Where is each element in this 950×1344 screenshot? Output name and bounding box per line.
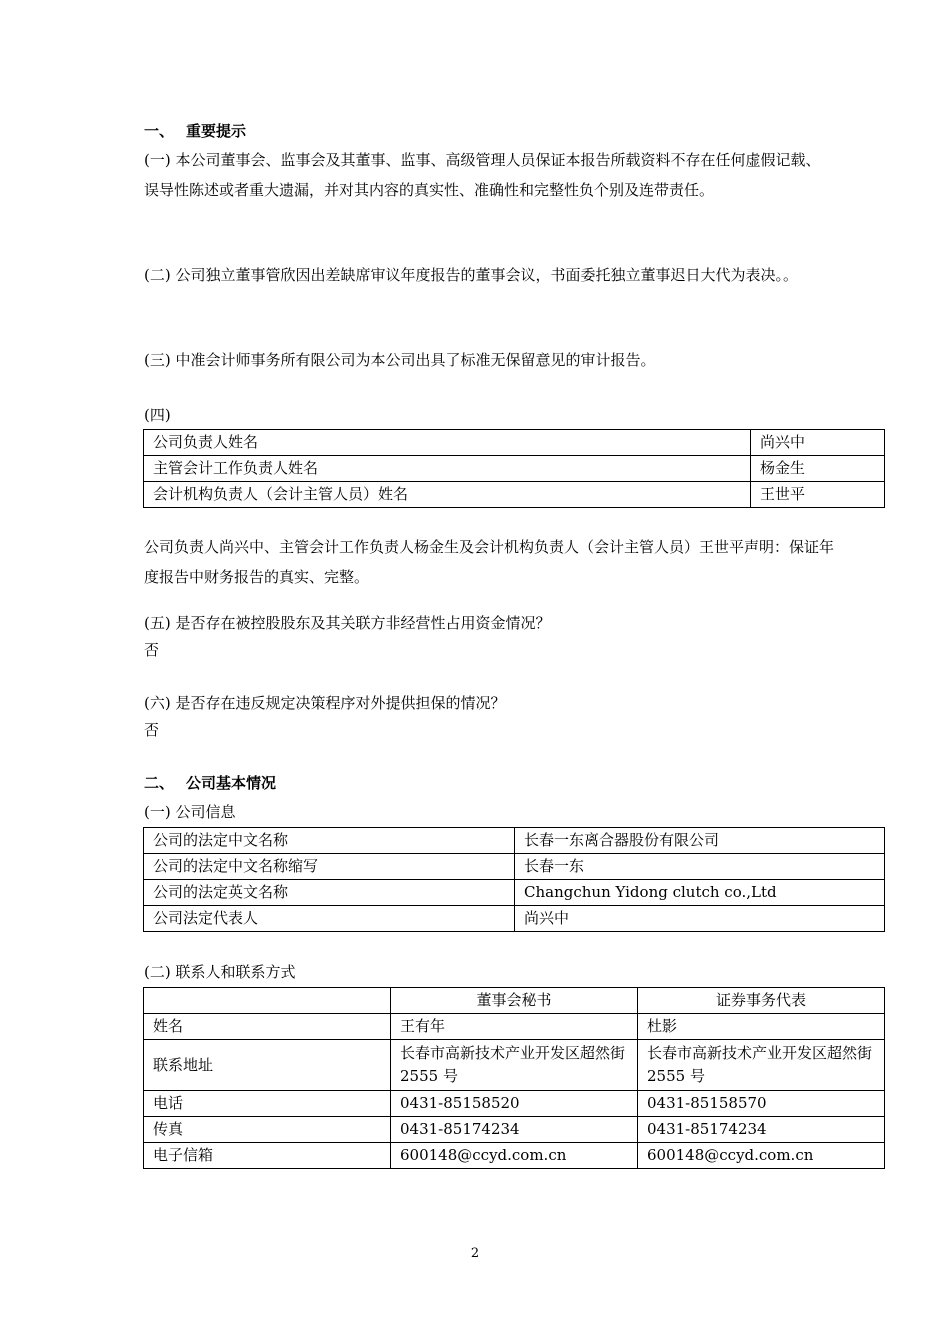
table-cell-value: 尚兴中	[515, 906, 885, 932]
table-cell-secretary: 0431-85158520	[391, 1091, 638, 1117]
table-row	[144, 828, 885, 854]
question-5: (五) 是否存在被控股股东及其关联方非经营性占用资金情况？	[144, 614, 551, 632]
table-cell-value: 尚兴中	[751, 430, 885, 456]
table-cell-label: 会计机构负责人（会计主管人员）姓名	[144, 482, 751, 508]
section2-number: 二、	[144, 774, 175, 792]
table-cell-secretary: 长春市高新技术产业开发区超然街 2555 号	[391, 1040, 638, 1091]
table-row	[144, 456, 885, 482]
table-row	[144, 1117, 885, 1143]
table-cell-value: 王世平	[751, 482, 885, 508]
table-cell-label: 公司法定代表人	[144, 906, 515, 932]
table-cell-label: 电话	[144, 1091, 391, 1117]
table-cell-value: Changchun Yidong clutch co.,Ltd	[515, 880, 885, 906]
table-cell-label: 联系地址	[144, 1040, 391, 1091]
subsection-company-info: (一) 公司信息	[144, 803, 236, 821]
page-number: 2	[470, 1246, 480, 1261]
table-cell-label: 传真	[144, 1117, 391, 1143]
question-6: (六) 是否存在违反规定决策程序对外提供担保的情况？	[144, 694, 506, 712]
table-row	[144, 482, 885, 508]
table-row	[144, 880, 885, 906]
paragraph-4-label: (四)	[144, 406, 171, 424]
table-header-row	[144, 988, 885, 1014]
table-cell-label: 电子信箱	[144, 1143, 391, 1169]
table-cell-label: 公司的法定中文名称缩写	[144, 854, 515, 880]
section1-number: 一、	[144, 122, 175, 140]
table-cell-label: 姓名	[144, 1014, 391, 1040]
table-row	[144, 1091, 885, 1117]
answer-6: 否	[144, 721, 160, 739]
section2-heading	[144, 768, 276, 798]
contacts-table	[143, 987, 885, 1169]
table-cell-value: 长春一东	[515, 854, 885, 880]
table-cell-label: 主管会计工作负责人姓名	[144, 456, 751, 482]
table-header-representative: 证券事务代表	[638, 988, 885, 1014]
table-row	[144, 1014, 885, 1040]
answer-5: 否	[144, 641, 160, 659]
paragraph-1: (一) 本公司董事会、监事会及其董事、监事、高级管理人员保证本报告所载资料不存在任何虚假记载、误导性陈述或者重大遗漏，并对其内容的真实性、准确性和完整性负个别及连带责任。	[144, 151, 821, 199]
responsible-persons-table	[143, 429, 885, 508]
table-row	[144, 854, 885, 880]
table-header-secretary: 董事会秘书	[391, 988, 638, 1014]
table-cell-representative: 0431-85174234	[638, 1117, 885, 1143]
table-cell-representative: 600148@ccyd.com.cn	[638, 1143, 885, 1169]
table-cell-secretary: 王有年	[391, 1014, 638, 1040]
table-row	[144, 1143, 885, 1169]
table-cell-secretary: 0431-85174234	[391, 1117, 638, 1143]
company-info-table	[143, 827, 885, 932]
table-header-empty	[144, 988, 391, 1014]
table-cell-representative: 长春市高新技术产业开发区超然街 2555 号	[638, 1040, 885, 1091]
table-row	[144, 906, 885, 932]
subsection-contacts: (二) 联系人和联系方式	[144, 963, 296, 981]
table-cell-label: 公司的法定中文名称	[144, 828, 515, 854]
table-cell-representative: 0431-85158570	[638, 1091, 885, 1117]
table-cell-label: 公司负责人姓名	[144, 430, 751, 456]
table-cell-representative: 杜影	[638, 1014, 885, 1040]
section1-title: 重要提示	[186, 122, 247, 140]
paragraph-3: (三) 中准会计师事务所有限公司为本公司出具了标准无保留意见的审计报告。	[144, 351, 656, 369]
section1-heading	[144, 116, 246, 146]
paragraph-2: (二) 公司独立董事管欣因出差缺席审议年度报告的董事会议，书面委托独立董事迟日大代为表决。。	[144, 266, 798, 284]
table-cell-label: 公司的法定英文名称	[144, 880, 515, 906]
table-row	[144, 1040, 885, 1091]
table-cell-value: 杨金生	[751, 456, 885, 482]
statement-paragraph: 公司负责人尚兴中、主管会计工作负责人杨金生及会计机构负责人（会计主管人员）王世平声明：保证年度报告中财务报告的真实、完整。	[144, 538, 835, 586]
table-cell-secretary: 600148@ccyd.com.cn	[391, 1143, 638, 1169]
section2-title: 公司基本情况	[186, 774, 277, 792]
table-cell-value: 长春一东离合器股份有限公司	[515, 828, 885, 854]
table-row	[144, 430, 885, 456]
